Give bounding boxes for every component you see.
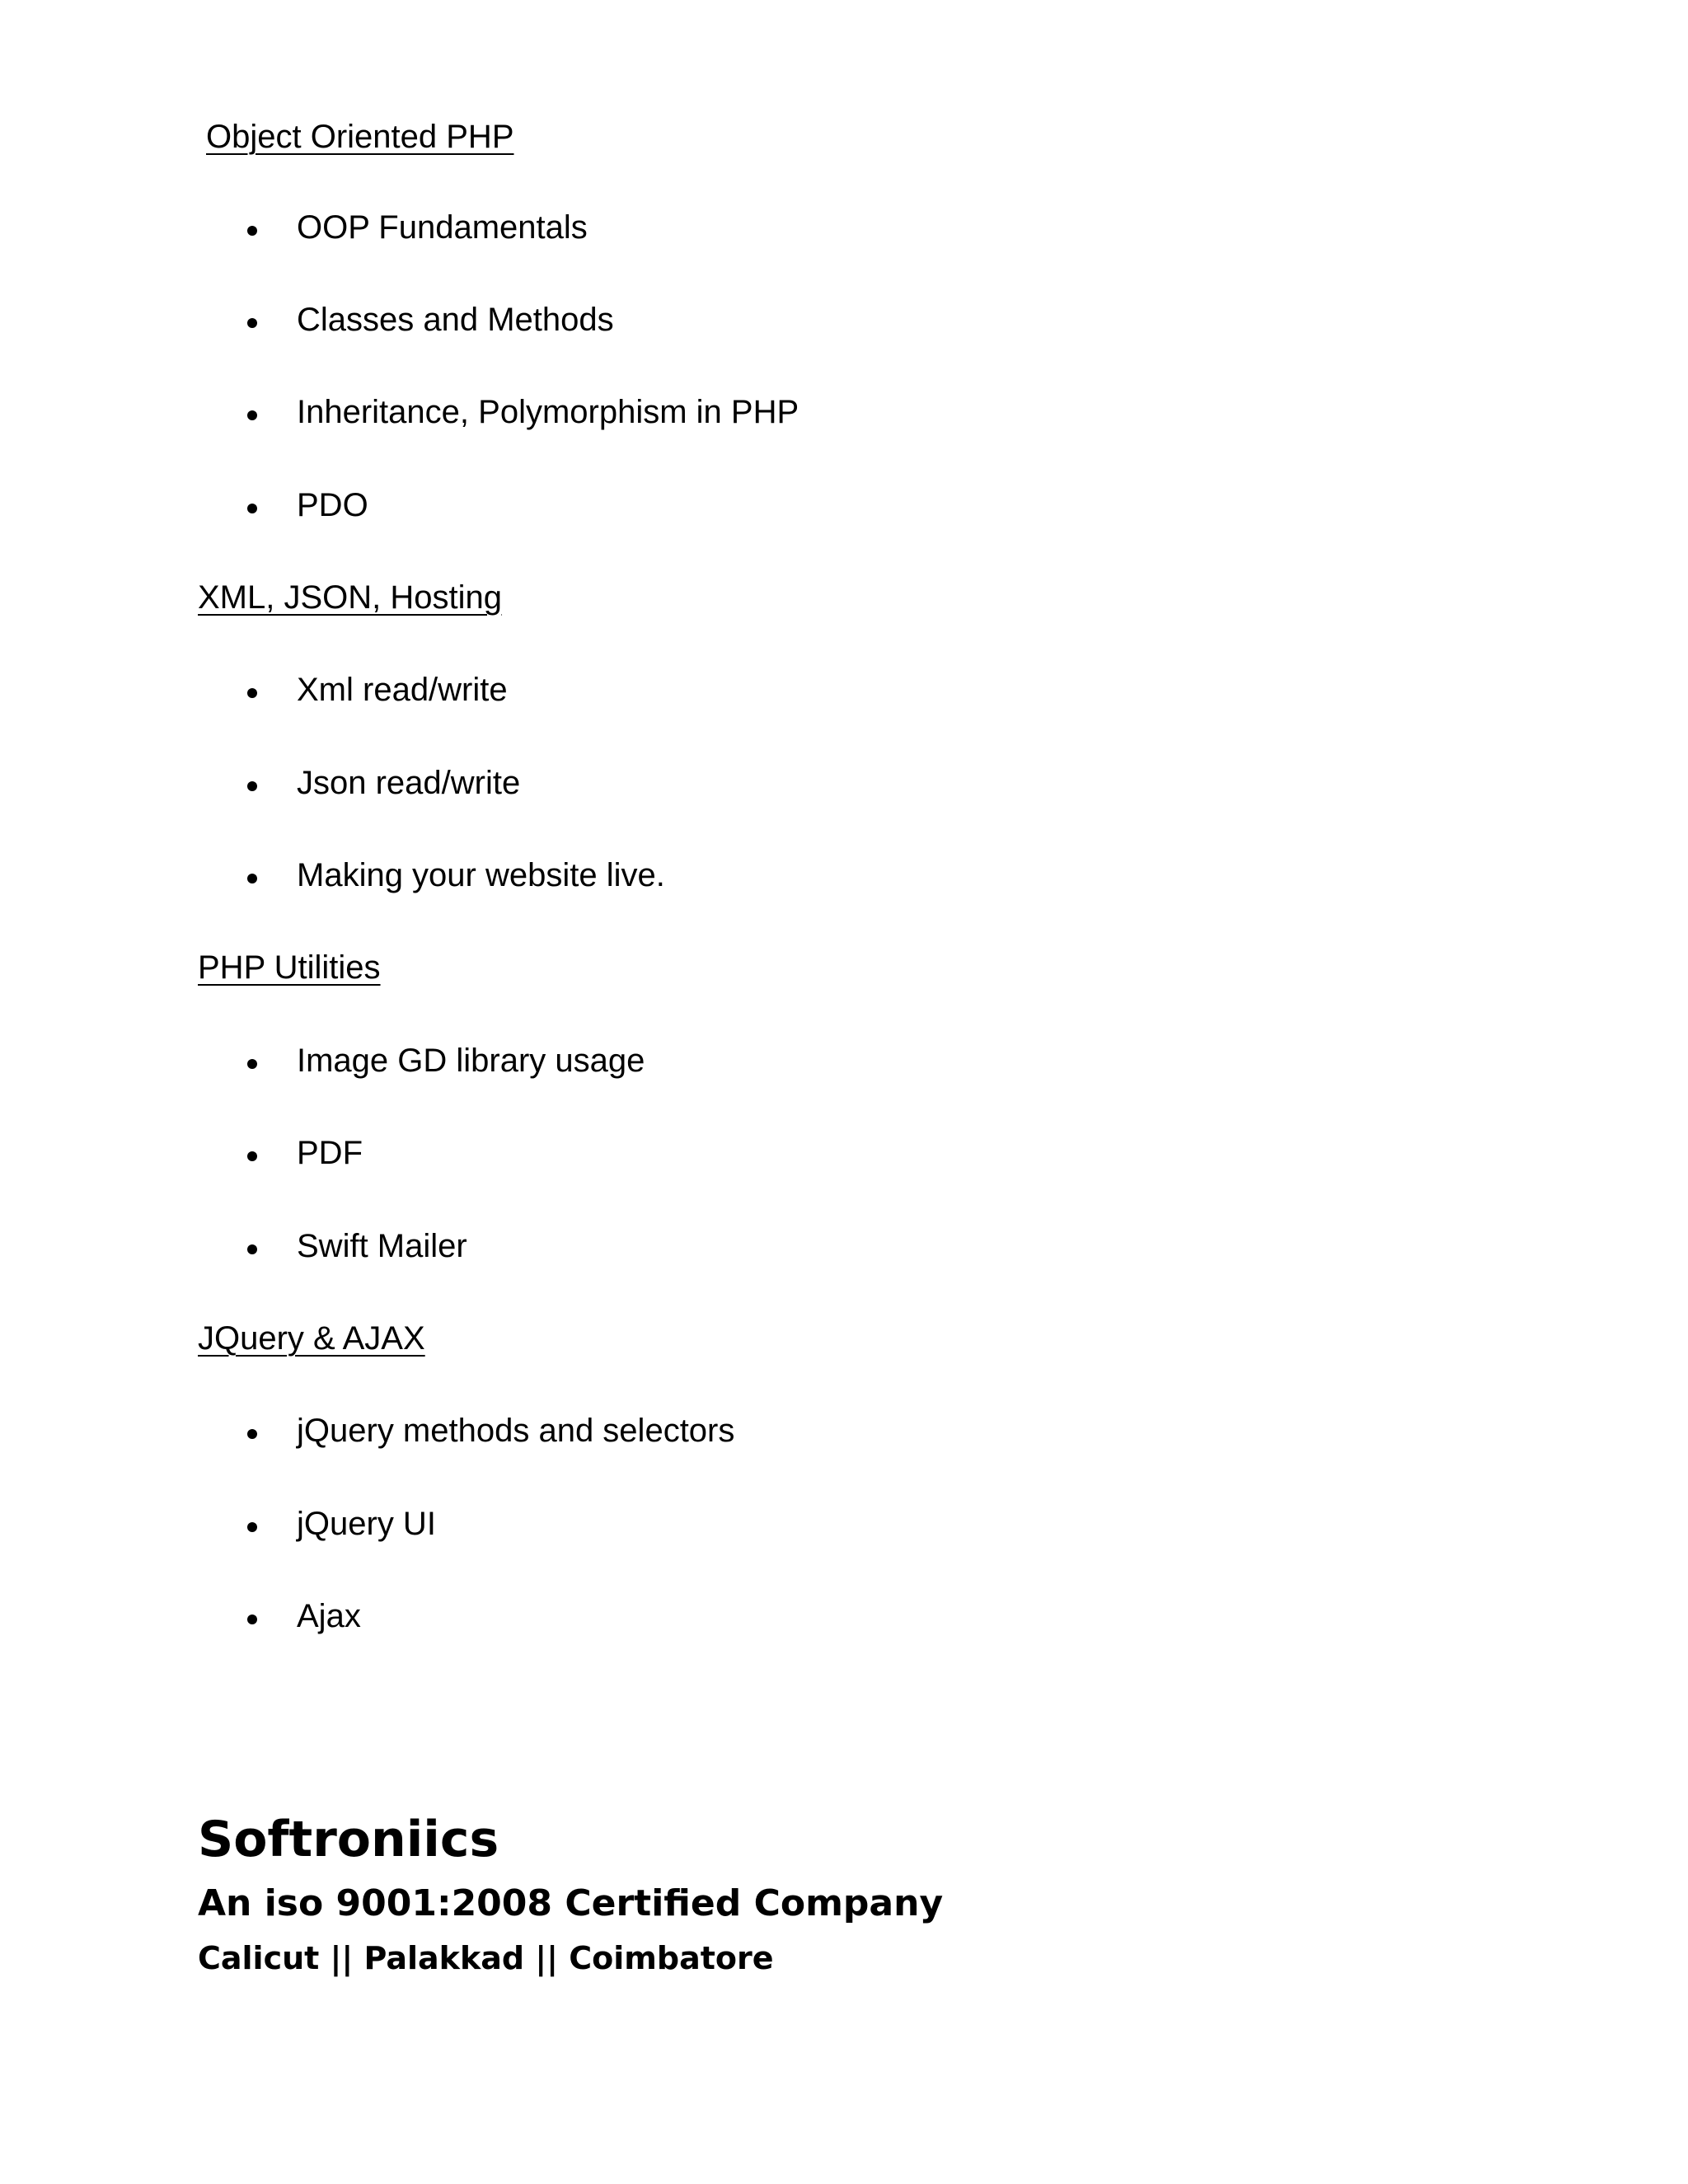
list-item-text: jQuery UI <box>297 1506 436 1542</box>
bullet-icon <box>247 1522 257 1532</box>
list-item-text: Classes and Methods <box>297 302 614 338</box>
list-item-text: Ajax <box>297 1598 361 1634</box>
bullet-icon <box>247 781 257 791</box>
bullet-icon <box>247 688 257 698</box>
company-locations: Calicut || Palakkad || Coimbatore <box>198 1940 774 1976</box>
section-title-jquery-ajax: JQuery & AJAX <box>198 1320 425 1357</box>
bullet-icon <box>247 1059 257 1069</box>
company-name: Softroniics <box>198 1811 499 1868</box>
list-item-text: PDO <box>297 487 368 523</box>
bullet-icon <box>247 1151 257 1161</box>
list-item-text: Swift Mailer <box>297 1228 467 1264</box>
section-title-xml-json-hosting: XML, JSON, Hosting <box>198 579 503 616</box>
bullet-icon <box>247 1244 257 1254</box>
bullet-icon <box>247 318 257 328</box>
list-item-text: PDF <box>297 1135 363 1171</box>
list-item-text: Json read/write <box>297 765 521 801</box>
section-title-object-oriented-php: Object Oriented PHP <box>206 119 514 155</box>
list-item-text: jQuery methods and selectors <box>297 1413 735 1449</box>
list-item-text: OOP Fundamentals <box>297 209 588 246</box>
bullet-icon <box>247 874 257 883</box>
bullet-icon <box>247 1615 257 1624</box>
list-item-text: Xml read/write <box>297 672 508 708</box>
bullet-icon <box>247 410 257 420</box>
bullet-icon <box>247 1429 257 1439</box>
list-item-text: Image GD library usage <box>297 1043 645 1079</box>
list-item-text: Making your website live. <box>297 857 665 893</box>
company-certification: An iso 9001:2008 Certified Company <box>198 1882 944 1924</box>
bullet-icon <box>247 504 257 513</box>
section-title-php-utilities: PHP Utilities <box>198 949 381 986</box>
bullet-icon <box>247 226 257 236</box>
list-item-text: Inheritance, Polymorphism in PHP <box>297 394 799 430</box>
